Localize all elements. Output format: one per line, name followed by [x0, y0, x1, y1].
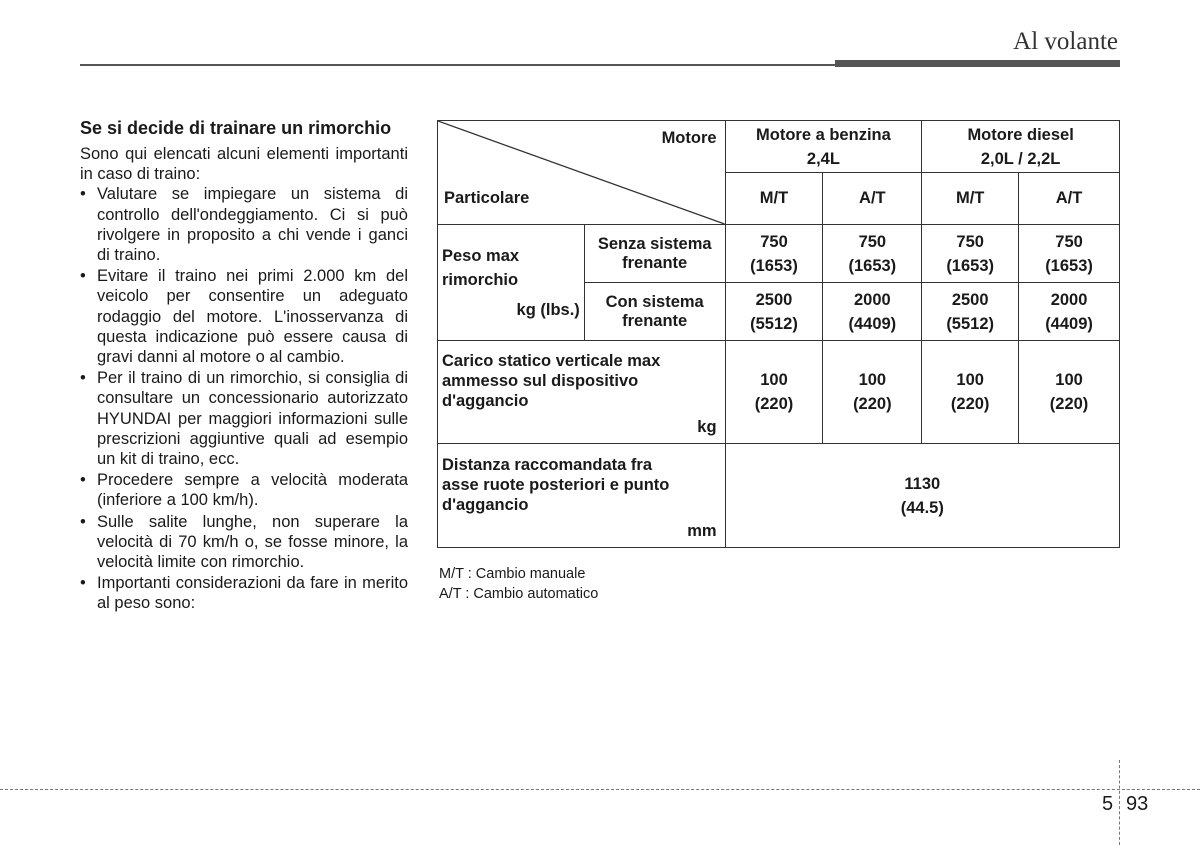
peso-row-header — [438, 225, 585, 341]
table-cell — [725, 444, 1119, 548]
table-cell — [1019, 341, 1120, 444]
table-cell — [725, 225, 823, 283]
cell-value: 750 — [760, 232, 788, 251]
table-cell — [922, 225, 1019, 283]
particolare-label: Particolare — [444, 189, 530, 207]
list-item — [80, 573, 408, 613]
bullet-icon: • — [80, 471, 86, 490]
intro-paragraph: Sono qui elencati alcuni elementi importanti in caso di traino: — [80, 145, 408, 184]
table-cell — [725, 283, 823, 341]
cell-value: 2500 — [755, 290, 793, 309]
carico-label-line3: d'aggancio — [442, 392, 529, 410]
cell-value: 750 — [956, 232, 984, 251]
transmission-header: A/T — [823, 173, 922, 225]
benzina-title: Motore a benzina — [756, 125, 891, 144]
transmission-header: M/T — [922, 173, 1019, 225]
bullet-icon: • — [80, 512, 86, 531]
diagonal-header-cell — [438, 121, 726, 225]
diesel-title: Motore diesel — [967, 125, 1074, 144]
cell-value-imperial: (1653) — [750, 256, 798, 275]
cell-value: 1130 — [904, 474, 941, 493]
cell-value: 100 — [760, 371, 788, 389]
table-cell — [823, 225, 922, 283]
list-item — [80, 470, 408, 510]
distanza-row-header — [438, 444, 726, 548]
carico-label-line2: ammesso sul dispositivo — [442, 372, 639, 390]
cell-value-imperial: (44.5) — [900, 498, 944, 517]
section-title: Se si decide di trainare un rimorchio — [80, 118, 392, 138]
list-item-text: Procedere sempre a velocità moderata (inferiore a 100 km/h). — [97, 471, 408, 510]
cell-value: 2000 — [1050, 290, 1088, 309]
benzina-displacement: 2,4L — [806, 149, 840, 168]
cell-value-imperial: (1653) — [1045, 256, 1093, 275]
senza-label-line1: Senza sistema — [597, 234, 712, 253]
distanza-label-line2: asse ruote posteriori e punto — [442, 475, 670, 494]
cell-value: 750 — [858, 232, 887, 251]
header-rule — [80, 64, 840, 66]
left-column — [80, 118, 408, 615]
transmission-header: A/T — [1019, 173, 1120, 225]
cell-value-imperial: (220) — [950, 395, 990, 413]
bullet-list — [80, 184, 408, 613]
cell-value-imperial: (1653) — [946, 256, 995, 275]
distanza-label-line1: Distanza raccomandata fra — [442, 455, 652, 474]
carico-row-header — [438, 341, 726, 444]
footer-divider — [1119, 760, 1120, 845]
cell-value-imperial: (4409) — [1045, 314, 1093, 333]
cell-value-imperial: (1653) — [848, 256, 897, 275]
senza-sistema-label — [584, 225, 725, 283]
list-item-text: Evitare il traino nei primi 2.000 km del veicolo per consentire un adeguato rodaggio del motore. L'inosservanza di questa indicazione può essere causa di gravi danni al motore o al cambio. — [97, 267, 408, 367]
diesel-header — [922, 121, 1120, 173]
cell-value-imperial: (220) — [1049, 395, 1089, 413]
list-item-text: Per il traino di un rimorchio, si consiglia di consultare un concessionario autorizzato HYUNDAI per maggiori informazioni sulle prescrizioni aggiuntive quali ad esempio un kit di traino, ecc. — [97, 369, 408, 469]
cell-value-imperial: (220) — [853, 395, 892, 413]
cell-value-imperial: (5512) — [750, 314, 798, 333]
header-rule-accent — [835, 60, 1120, 67]
list-item-text: Importanti considerazioni da fare in merito al peso sono: — [97, 574, 408, 613]
header-title: Al volante — [1013, 28, 1118, 55]
diesel-displacement: 2,0L / 2,2L — [980, 149, 1061, 168]
benzina-header — [725, 121, 922, 173]
con-label-line1: Con sistema — [605, 292, 704, 311]
bullet-icon: • — [80, 185, 86, 204]
bullet-icon: • — [80, 267, 86, 286]
peso-label-line2: rimorchio — [442, 270, 519, 289]
cell-value: 100 — [956, 371, 984, 389]
table-cell — [725, 341, 823, 444]
cell-value: 100 — [1055, 371, 1083, 389]
transmission-header: M/T — [725, 173, 823, 225]
table-cell — [823, 341, 922, 444]
table-cell — [922, 283, 1019, 341]
chapter-number: 5 — [1102, 793, 1114, 815]
list-item — [80, 266, 408, 367]
page-number: 93 — [1126, 793, 1149, 815]
con-label-line2: frenante — [622, 311, 688, 330]
cell-value-imperial: (4409) — [848, 314, 897, 333]
table-cell — [1019, 283, 1120, 341]
cell-value-imperial: (5512) — [946, 314, 995, 333]
motore-label: Motore — [661, 129, 717, 147]
cell-value: 2000 — [853, 290, 891, 309]
list-item-text: Valutare se impiegare un sistema di controllo dell'ondeggiamento. Ci si può rivolgere in proposito a chi vende i ganci di traino. — [97, 185, 408, 265]
peso-unit: kg (lbs.) — [516, 300, 580, 319]
carico-label-line1: Carico statico verticale max — [442, 352, 661, 370]
footer-rule — [0, 789, 1200, 790]
legend-mt: M/T : Cambio manuale — [439, 566, 586, 582]
cell-value-imperial: (220) — [754, 395, 794, 413]
list-item — [80, 368, 408, 469]
bullet-icon: • — [80, 369, 86, 388]
peso-label-line1: Peso max — [442, 246, 520, 265]
distanza-unit: mm — [687, 521, 717, 540]
cell-value: 750 — [1055, 232, 1083, 251]
cell-value: 2500 — [951, 290, 989, 309]
senza-label-line2: frenante — [622, 253, 688, 272]
bullet-icon: • — [80, 574, 86, 593]
distanza-label-line3: d'aggancio — [442, 495, 529, 514]
cell-value: 100 — [858, 371, 887, 389]
list-item — [80, 512, 408, 573]
towing-spec-table — [437, 120, 1120, 548]
list-item-text: Sulle salite lunghe, non superare la velocità di 70 km/h o, se fosse minore, la velocità limite con rimorchio. — [97, 512, 408, 572]
table-cell — [922, 341, 1019, 444]
legend-at: A/T : Cambio automatico — [439, 586, 599, 602]
carico-unit: kg — [697, 418, 717, 436]
con-sistema-label — [584, 283, 725, 341]
table-cell — [823, 283, 922, 341]
table-cell — [1019, 225, 1120, 283]
legend — [439, 564, 598, 604]
list-item — [80, 184, 408, 265]
